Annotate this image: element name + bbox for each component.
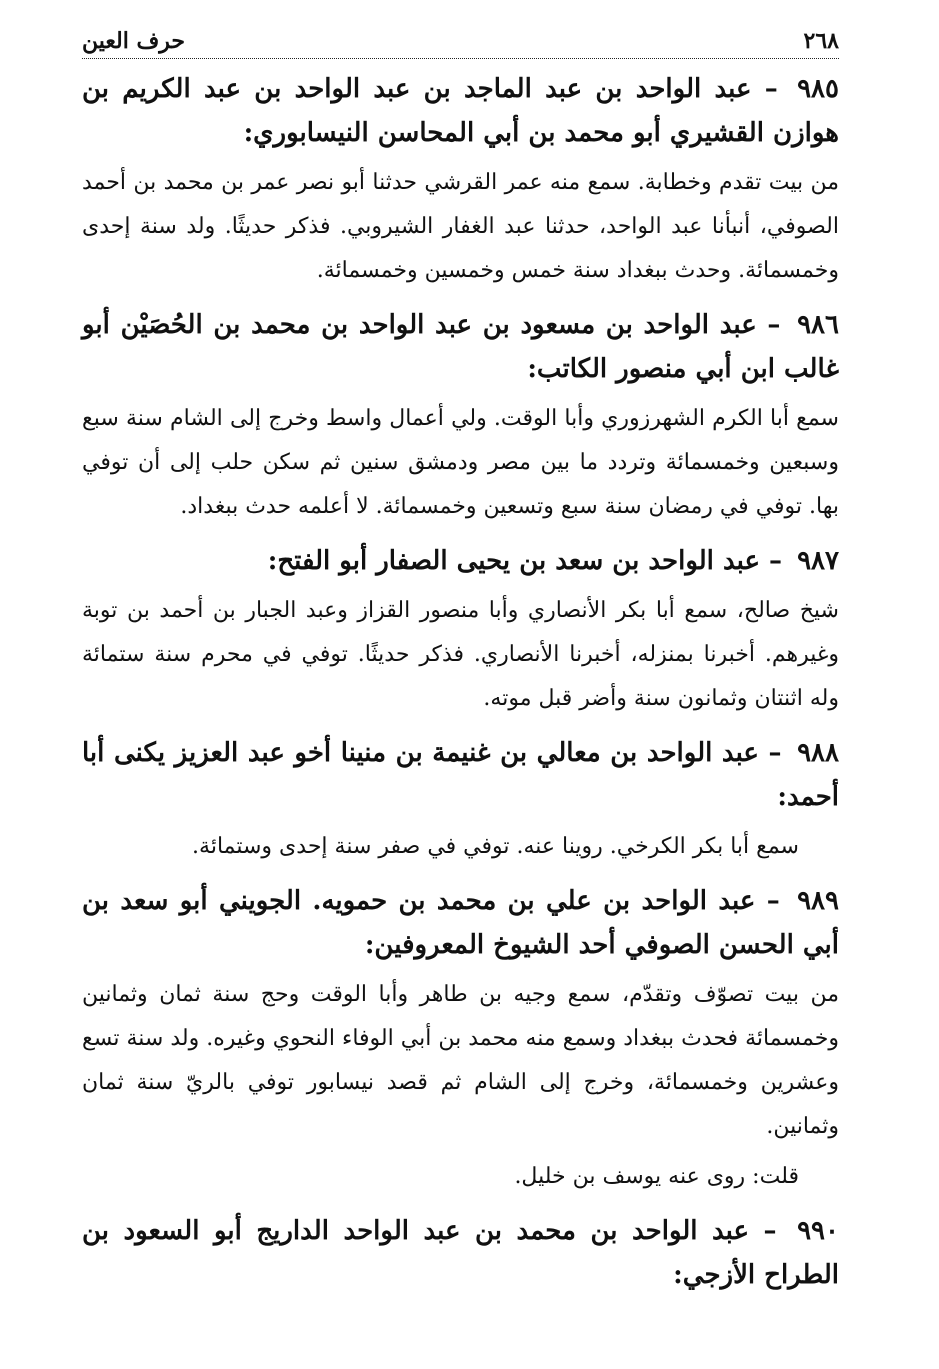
entry-title: – عبد الواحد بن محمد بن عبد الواحد الداريج أبو السعود بن الطراح الأزجي:	[82, 1216, 839, 1290]
entry-title: – عبد الواحد بن مسعود بن عبد الواحد بن محمد بن الحُصَيْن أبو غالب ابن أبي منصور الكاتب:	[82, 310, 839, 384]
entry-body: من بيت تقدم وخطابة. سمع منه عمر القرشي حدثنا أبو نصر عمر بن محمد بن أحمد الصوفي، أنبأنا عبد الواحد، حدثنا عبد الغفار الشيروبي. فذكر حديثًا. ولد سنة إحدى وخمسمائة. وحدث ببغداد سنة خمس وخمسين وخمسمائة.	[82, 170, 839, 283]
entry-title: – عبد الواحد بن سعد بن يحيى الصفار أبو الفتح:	[267, 546, 783, 576]
running-header	[82, 28, 839, 59]
entry-heading	[82, 539, 839, 583]
entry-body: من بيت تصوّف وتقدّم، سمع وجيه بن طاهر وأبا الوقت وحج سنة ثمان وثمانين وخمسمائة فحدث ببغداد وسمع منه محمد بن أبي الوفاء النحوي وغيره. ولد سنة تسع وعشرين وخمسمائة، وخرج إلى الشام ثم قصد نيسابور توفي بالريّ سنة ثمان وثمانين.	[82, 982, 839, 1139]
entry-heading	[82, 731, 839, 819]
entry-body: سمع أبا بكر الكرخي. روينا عنه. توفي في صفر سنة إحدى وستمائة.	[192, 834, 799, 859]
entry-number: ٩٨٨	[797, 738, 839, 768]
entry-note: قلت: روى عنه يوسف بن خليل.	[514, 1164, 799, 1189]
entry-body: سمع أبا الكرم الشهرزوري وأبا الوقت. ولي أعمال واسط وخرج إلى الشام سنة سبع وسبعين وخمسمائة وتردد ما بين مصر ودمشق سنين ثم سكن حلب إلى أن توفي بها. توفي في رمضان سنة سبع وتسعين وخمسمائة. لا أعلمه حدث ببغداد.	[82, 406, 839, 519]
page-number: ٢٦٨	[803, 28, 839, 54]
chapter-title: حرف العين	[82, 28, 186, 54]
entry-title: – عبد الواحد بن معالي بن غنيمة بن منينا أخو عبد العزيز يكنى أبا أحمد:	[82, 738, 839, 812]
entry-heading	[82, 879, 839, 967]
entry-title: – عبد الواحد بن علي بن محمد بن حمويه. الجويني أبو سعد بن أبي الحسن الصوفي أحد الشيوخ المعروفين:	[82, 886, 839, 960]
entry-number: ٩٨٦	[797, 310, 839, 340]
entry-number: ٩٨٩	[797, 886, 839, 916]
entry-number: ٩٩٠	[797, 1216, 839, 1246]
entry-number: ٩٨٧	[797, 546, 839, 576]
entry-body: شيخ صالح، سمع أبا بكر الأنصاري وأبا منصور القزاز وعبد الجبار بن أحمد بن توبة وغيرهم. أخبرنا بمنزله، أخبرنا الأنصاري. فذكر حديثًا. توفي في محرم سنة ستمائة وله اثنتان وثمانون سنة وأضر قبل موته.	[82, 598, 839, 711]
entry-number: ٩٨٥	[797, 74, 839, 104]
entry-title: – عبد الواحد بن عبد الماجد بن عبد الواحد بن عبد الكريم بن هوازن القشيري أبو محمد بن أبي المحاسن النيسابوري:	[82, 74, 839, 148]
entry-heading	[82, 67, 839, 155]
entry-heading	[82, 303, 839, 391]
entry-heading	[82, 1209, 839, 1297]
